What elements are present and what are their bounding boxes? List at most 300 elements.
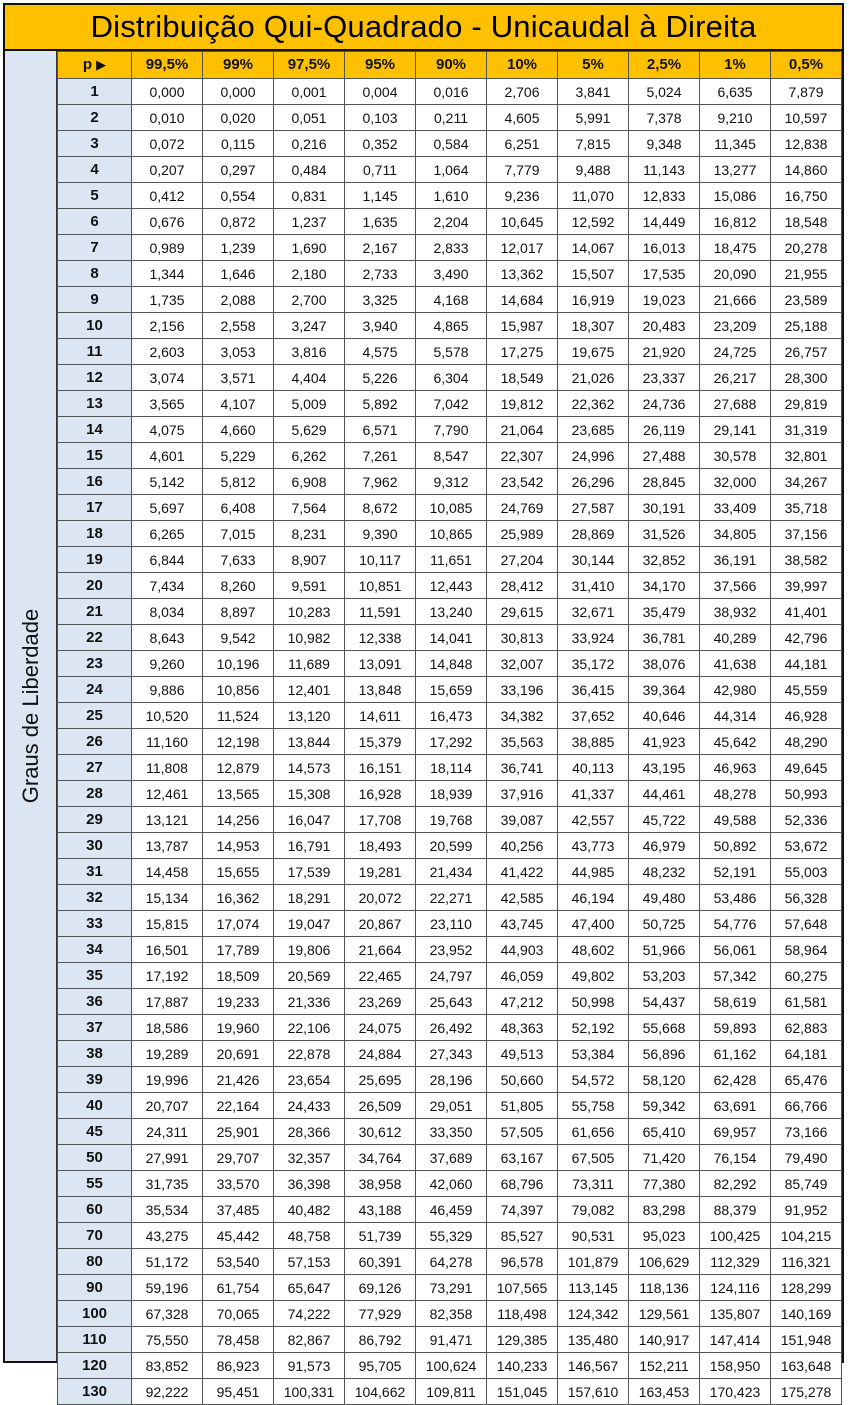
table-cell: 36,415: [558, 677, 629, 703]
table-cell: 13,848: [345, 677, 416, 703]
table-cell: 12,338: [345, 625, 416, 651]
table-cell: 32,007: [487, 651, 558, 677]
table-row: [58, 807, 842, 833]
degrees-of-freedom-cell: 34: [58, 937, 132, 963]
table-cell: 4,575: [345, 339, 416, 365]
table-cell: 69,957: [700, 1119, 771, 1145]
table-cell: 44,181: [771, 651, 842, 677]
degrees-of-freedom-cell: 20: [58, 573, 132, 599]
table-cell: 6,265: [132, 521, 203, 547]
table-cell: 5,812: [203, 469, 274, 495]
table-cell: 56,061: [700, 937, 771, 963]
table-cell: 0,216: [274, 131, 345, 157]
table-cell: 29,051: [416, 1093, 487, 1119]
table-cell: 4,601: [132, 443, 203, 469]
table-cell: 27,488: [629, 443, 700, 469]
table-cell: 3,490: [416, 261, 487, 287]
table-cell: 24,075: [345, 1015, 416, 1041]
table-cell: 5,142: [132, 469, 203, 495]
table-cell: 107,565: [487, 1275, 558, 1301]
table-cell: 23,269: [345, 989, 416, 1015]
table-cell: 26,119: [629, 417, 700, 443]
table-row: [58, 937, 842, 963]
table-cell: 27,587: [558, 495, 629, 521]
table-cell: 32,357: [274, 1145, 345, 1171]
table-cell: 36,741: [487, 755, 558, 781]
degrees-of-freedom-cell: 35: [58, 963, 132, 989]
table-cell: 16,501: [132, 937, 203, 963]
table-cell: 9,236: [487, 183, 558, 209]
table-cell: 41,638: [700, 651, 771, 677]
table-cell: 19,768: [416, 807, 487, 833]
table-cell: 38,932: [700, 599, 771, 625]
table-cell: 7,378: [629, 105, 700, 131]
table-cell: 26,492: [416, 1015, 487, 1041]
table-cell: 16,047: [274, 807, 345, 833]
table-cell: 50,998: [558, 989, 629, 1015]
table-cell: 65,410: [629, 1119, 700, 1145]
table-cell: 4,865: [416, 313, 487, 339]
table-row: [58, 859, 842, 885]
table-cell: 7,261: [345, 443, 416, 469]
table-row: [58, 1197, 842, 1223]
table-cell: 24,769: [487, 495, 558, 521]
table-cell: 15,815: [132, 911, 203, 937]
table-cell: 19,996: [132, 1067, 203, 1093]
table-cell: 18,939: [416, 781, 487, 807]
table-cell: 100,425: [700, 1223, 771, 1249]
table-cell: 34,805: [700, 521, 771, 547]
column-header: 95%: [345, 52, 416, 79]
table-cell: 11,808: [132, 755, 203, 781]
table-cell: 29,615: [487, 599, 558, 625]
table-cell: 26,296: [558, 469, 629, 495]
table-cell: 18,493: [345, 833, 416, 859]
table-cell: 34,382: [487, 703, 558, 729]
table-cell: 31,410: [558, 573, 629, 599]
corner-header: [58, 52, 132, 79]
table-cell: 4,107: [203, 391, 274, 417]
table-cell: 57,505: [487, 1119, 558, 1145]
table-row: [58, 443, 842, 469]
table-cell: 17,275: [487, 339, 558, 365]
table-cell: 46,194: [558, 885, 629, 911]
table-row: [58, 833, 842, 859]
table-cell: 95,451: [203, 1379, 274, 1405]
table-cell: 28,366: [274, 1119, 345, 1145]
table-cell: 64,278: [416, 1249, 487, 1275]
degrees-of-freedom-cell: 15: [58, 443, 132, 469]
table-cell: 39,364: [629, 677, 700, 703]
table-cell: 14,611: [345, 703, 416, 729]
degrees-of-freedom-cell: 55: [58, 1171, 132, 1197]
table-cell: 10,117: [345, 547, 416, 573]
table-cell: 0,103: [345, 105, 416, 131]
table-cell: 21,920: [629, 339, 700, 365]
corner-label: p: [82, 56, 92, 73]
table-cell: 14,684: [487, 287, 558, 313]
table-cell: 18,307: [558, 313, 629, 339]
table-cell: 41,337: [558, 781, 629, 807]
table-cell: 28,845: [629, 469, 700, 495]
table-cell: 45,559: [771, 677, 842, 703]
table-cell: 14,449: [629, 209, 700, 235]
table-cell: 66,766: [771, 1093, 842, 1119]
table-row: [58, 1379, 842, 1405]
table-cell: 1,735: [132, 287, 203, 313]
table-row: [58, 391, 842, 417]
table-cell: 23,542: [487, 469, 558, 495]
table-row: [58, 1223, 842, 1249]
table-cell: 61,754: [203, 1275, 274, 1301]
table-cell: 3,940: [345, 313, 416, 339]
table-cell: 17,535: [629, 261, 700, 287]
column-header: 5%: [558, 52, 629, 79]
table-cell: 8,907: [274, 547, 345, 573]
table-cell: 5,578: [416, 339, 487, 365]
degrees-of-freedom-cell: 25: [58, 703, 132, 729]
degrees-of-freedom-cell: 10: [58, 313, 132, 339]
table-cell: 43,745: [487, 911, 558, 937]
table-cell: 64,181: [771, 1041, 842, 1067]
table-row: [58, 261, 842, 287]
table-row: [58, 79, 842, 105]
table-cell: 18,548: [771, 209, 842, 235]
table-cell: 151,948: [771, 1327, 842, 1353]
table-cell: 25,695: [345, 1067, 416, 1093]
table-cell: 11,345: [700, 131, 771, 157]
table-cell: 14,953: [203, 833, 274, 859]
table-cell: 16,919: [558, 287, 629, 313]
table-cell: 3,074: [132, 365, 203, 391]
table-cell: 62,883: [771, 1015, 842, 1041]
degrees-of-freedom-cell: 8: [58, 261, 132, 287]
table-cell: 27,688: [700, 391, 771, 417]
table-cell: 43,188: [345, 1197, 416, 1223]
table-cell: 44,903: [487, 937, 558, 963]
table-cell: 73,311: [558, 1171, 629, 1197]
table-row: [58, 183, 842, 209]
table-cell: 9,488: [558, 157, 629, 183]
degrees-of-freedom-cell: 18: [58, 521, 132, 547]
table-cell: 116,321: [771, 1249, 842, 1275]
table-cell: 42,796: [771, 625, 842, 651]
table-cell: 104,215: [771, 1223, 842, 1249]
table-cell: 33,409: [700, 495, 771, 521]
table-cell: 16,812: [700, 209, 771, 235]
table-cell: 40,113: [558, 755, 629, 781]
table-cell: 13,362: [487, 261, 558, 287]
table-cell: 100,624: [416, 1353, 487, 1379]
table-row: [58, 729, 842, 755]
table-cell: 62,428: [700, 1067, 771, 1093]
degrees-of-freedom-cell: 40: [58, 1093, 132, 1119]
table-cell: 10,597: [771, 105, 842, 131]
table-cell: 65,647: [274, 1275, 345, 1301]
table-cell: 128,299: [771, 1275, 842, 1301]
table-row: [58, 1093, 842, 1119]
table-cell: 7,564: [274, 495, 345, 521]
table-cell: 15,655: [203, 859, 274, 885]
table-cell: 26,757: [771, 339, 842, 365]
table-cell: 37,689: [416, 1145, 487, 1171]
table-cell: 152,211: [629, 1353, 700, 1379]
table-cell: 113,145: [558, 1275, 629, 1301]
table-row: [58, 365, 842, 391]
table-cell: 37,485: [203, 1197, 274, 1223]
table-cell: 5,229: [203, 443, 274, 469]
table-cell: 38,076: [629, 651, 700, 677]
table-cell: 13,091: [345, 651, 416, 677]
table-cell: 53,540: [203, 1249, 274, 1275]
table-cell: 11,689: [274, 651, 345, 677]
column-header: 99%: [203, 52, 274, 79]
table-cell: 21,666: [700, 287, 771, 313]
table-row: [58, 599, 842, 625]
table-cell: 23,209: [700, 313, 771, 339]
table-cell: 43,275: [132, 1223, 203, 1249]
table-cell: 17,539: [274, 859, 345, 885]
table-cell: 135,480: [558, 1327, 629, 1353]
table-cell: 47,212: [487, 989, 558, 1015]
table-cell: 151,045: [487, 1379, 558, 1405]
table-cell: 42,980: [700, 677, 771, 703]
table-cell: 49,480: [629, 885, 700, 911]
table-row: [58, 755, 842, 781]
table-cell: 15,659: [416, 677, 487, 703]
table-cell: 34,764: [345, 1145, 416, 1171]
table-cell: 140,917: [629, 1327, 700, 1353]
table-row: [58, 417, 842, 443]
table-cell: 21,955: [771, 261, 842, 287]
table-cell: 22,878: [274, 1041, 345, 1067]
table-cell: 79,490: [771, 1145, 842, 1171]
degrees-of-freedom-cell: 26: [58, 729, 132, 755]
table-cell: 106,629: [629, 1249, 700, 1275]
table-cell: 21,664: [345, 937, 416, 963]
table-cell: 50,993: [771, 781, 842, 807]
table-cell: 6,262: [274, 443, 345, 469]
table-cell: 61,581: [771, 989, 842, 1015]
table-cell: 9,390: [345, 521, 416, 547]
table-cell: 65,476: [771, 1067, 842, 1093]
table-row: [58, 313, 842, 339]
table-cell: 0,000: [132, 79, 203, 105]
table-cell: 49,513: [487, 1041, 558, 1067]
table-cell: 10,085: [416, 495, 487, 521]
degrees-of-freedom-cell: 21: [58, 599, 132, 625]
table-cell: 20,691: [203, 1041, 274, 1067]
table-cell: 3,565: [132, 391, 203, 417]
table-cell: 0,711: [345, 157, 416, 183]
table-cell: 9,542: [203, 625, 274, 651]
table-cell: 44,985: [558, 859, 629, 885]
table-cell: 12,879: [203, 755, 274, 781]
table-cell: 1,237: [274, 209, 345, 235]
table-cell: 13,277: [700, 157, 771, 183]
table-cell: 30,578: [700, 443, 771, 469]
table-cell: 12,017: [487, 235, 558, 261]
table-cell: 51,805: [487, 1093, 558, 1119]
table-cell: 16,928: [345, 781, 416, 807]
table-cell: 8,643: [132, 625, 203, 651]
table-row: [58, 911, 842, 937]
table-cell: 22,164: [203, 1093, 274, 1119]
table-cell: 12,838: [771, 131, 842, 157]
table-cell: 10,865: [416, 521, 487, 547]
table-cell: 13,240: [416, 599, 487, 625]
table-cell: 24,996: [558, 443, 629, 469]
table-cell: 0,352: [345, 131, 416, 157]
degrees-of-freedom-cell: 19: [58, 547, 132, 573]
table-row: [58, 1015, 842, 1041]
table-cell: 56,896: [629, 1041, 700, 1067]
table-cell: 10,645: [487, 209, 558, 235]
degrees-of-freedom-cell: 23: [58, 651, 132, 677]
table-cell: 55,758: [558, 1093, 629, 1119]
table-cell: 0,989: [132, 235, 203, 261]
table-cell: 19,023: [629, 287, 700, 313]
table-cell: 0,000: [203, 79, 274, 105]
table-cell: 9,312: [416, 469, 487, 495]
table-cell: 41,401: [771, 599, 842, 625]
table-cell: 53,384: [558, 1041, 629, 1067]
table-cell: 82,867: [274, 1327, 345, 1353]
table-cell: 74,222: [274, 1301, 345, 1327]
table-cell: 13,120: [274, 703, 345, 729]
table-cell: 33,350: [416, 1119, 487, 1145]
table-cell: 170,423: [700, 1379, 771, 1405]
table-cell: 17,192: [132, 963, 203, 989]
table-cell: 9,210: [700, 105, 771, 131]
table-cell: 29,141: [700, 417, 771, 443]
table-cell: 17,074: [203, 911, 274, 937]
table-cell: 12,592: [558, 209, 629, 235]
table-cell: 36,191: [700, 547, 771, 573]
table-cell: 35,718: [771, 495, 842, 521]
table-cell: 19,047: [274, 911, 345, 937]
table-row: [58, 1145, 842, 1171]
table-cell: 5,009: [274, 391, 345, 417]
table-cell: 54,437: [629, 989, 700, 1015]
table-cell: 48,758: [274, 1223, 345, 1249]
table-cell: 24,433: [274, 1093, 345, 1119]
degrees-of-freedom-cell: 110: [58, 1327, 132, 1353]
table-cell: 31,319: [771, 417, 842, 443]
table-cell: 101,879: [558, 1249, 629, 1275]
column-header: 2,5%: [629, 52, 700, 79]
table-cell: 25,901: [203, 1119, 274, 1145]
table-cell: 21,434: [416, 859, 487, 885]
table-cell: 63,691: [700, 1093, 771, 1119]
table-cell: 4,605: [487, 105, 558, 131]
table-cell: 33,570: [203, 1171, 274, 1197]
table-cell: 23,589: [771, 287, 842, 313]
table-cell: 95,705: [345, 1353, 416, 1379]
table-cell: 50,725: [629, 911, 700, 937]
table-cell: 158,950: [700, 1353, 771, 1379]
table-cell: 39,997: [771, 573, 842, 599]
table-cell: 22,106: [274, 1015, 345, 1041]
degrees-of-freedom-cell: 16: [58, 469, 132, 495]
table-cell: 27,991: [132, 1145, 203, 1171]
table-cell: 10,520: [132, 703, 203, 729]
table-cell: 22,362: [558, 391, 629, 417]
table-cell: 25,989: [487, 521, 558, 547]
table-cell: 118,498: [487, 1301, 558, 1327]
table-cell: 92,222: [132, 1379, 203, 1405]
table-cell: 7,779: [487, 157, 558, 183]
table-cell: 46,963: [700, 755, 771, 781]
table-cell: 48,602: [558, 937, 629, 963]
table-cell: 82,292: [700, 1171, 771, 1197]
table-row: [58, 287, 842, 313]
degrees-of-freedom-label: Graus de Liberdade: [18, 608, 43, 804]
table-cell: 12,198: [203, 729, 274, 755]
table-cell: 20,072: [345, 885, 416, 911]
table-cell: 7,815: [558, 131, 629, 157]
table-cell: 30,612: [345, 1119, 416, 1145]
table-cell: 6,251: [487, 131, 558, 157]
table-cell: 0,412: [132, 183, 203, 209]
table-cell: 16,791: [274, 833, 345, 859]
table-cell: 52,336: [771, 807, 842, 833]
table-cell: 0,115: [203, 131, 274, 157]
table-cell: 35,563: [487, 729, 558, 755]
column-header: 97,5%: [274, 52, 345, 79]
table-cell: 53,672: [771, 833, 842, 859]
table-cell: 2,156: [132, 313, 203, 339]
table-cell: 3,247: [274, 313, 345, 339]
table-cell: 50,660: [487, 1067, 558, 1093]
table-cell: 30,144: [558, 547, 629, 573]
table-cell: 14,848: [416, 651, 487, 677]
table-cell: 5,024: [629, 79, 700, 105]
table-cell: 12,833: [629, 183, 700, 209]
table-cell: 54,572: [558, 1067, 629, 1093]
table-cell: 18,586: [132, 1015, 203, 1041]
table-cell: 46,928: [771, 703, 842, 729]
header-row: [58, 52, 842, 79]
table-cell: 12,443: [416, 573, 487, 599]
table-cell: 83,852: [132, 1353, 203, 1379]
table-cell: 61,162: [700, 1041, 771, 1067]
table-cell: 24,797: [416, 963, 487, 989]
table-cell: 91,573: [274, 1353, 345, 1379]
table-cell: 13,565: [203, 781, 274, 807]
table-cell: 37,916: [487, 781, 558, 807]
table-cell: 82,358: [416, 1301, 487, 1327]
degrees-of-freedom-cell: 90: [58, 1275, 132, 1301]
table-row: [58, 209, 842, 235]
table-cell: 19,960: [203, 1015, 274, 1041]
chi-square-table-frame: [3, 3, 844, 1400]
table-cell: 5,629: [274, 417, 345, 443]
table-cell: 16,013: [629, 235, 700, 261]
table-cell: 7,434: [132, 573, 203, 599]
table-cell: 40,289: [700, 625, 771, 651]
degrees-of-freedom-cell: 80: [58, 1249, 132, 1275]
table-cell: 41,422: [487, 859, 558, 885]
table-cell: 20,707: [132, 1093, 203, 1119]
table-cell: 57,342: [700, 963, 771, 989]
table-cell: 20,569: [274, 963, 345, 989]
table-cell: 33,924: [558, 625, 629, 651]
table-row: [58, 1327, 842, 1353]
table-cell: 43,773: [558, 833, 629, 859]
table-cell: 35,479: [629, 599, 700, 625]
table-cell: 112,329: [700, 1249, 771, 1275]
